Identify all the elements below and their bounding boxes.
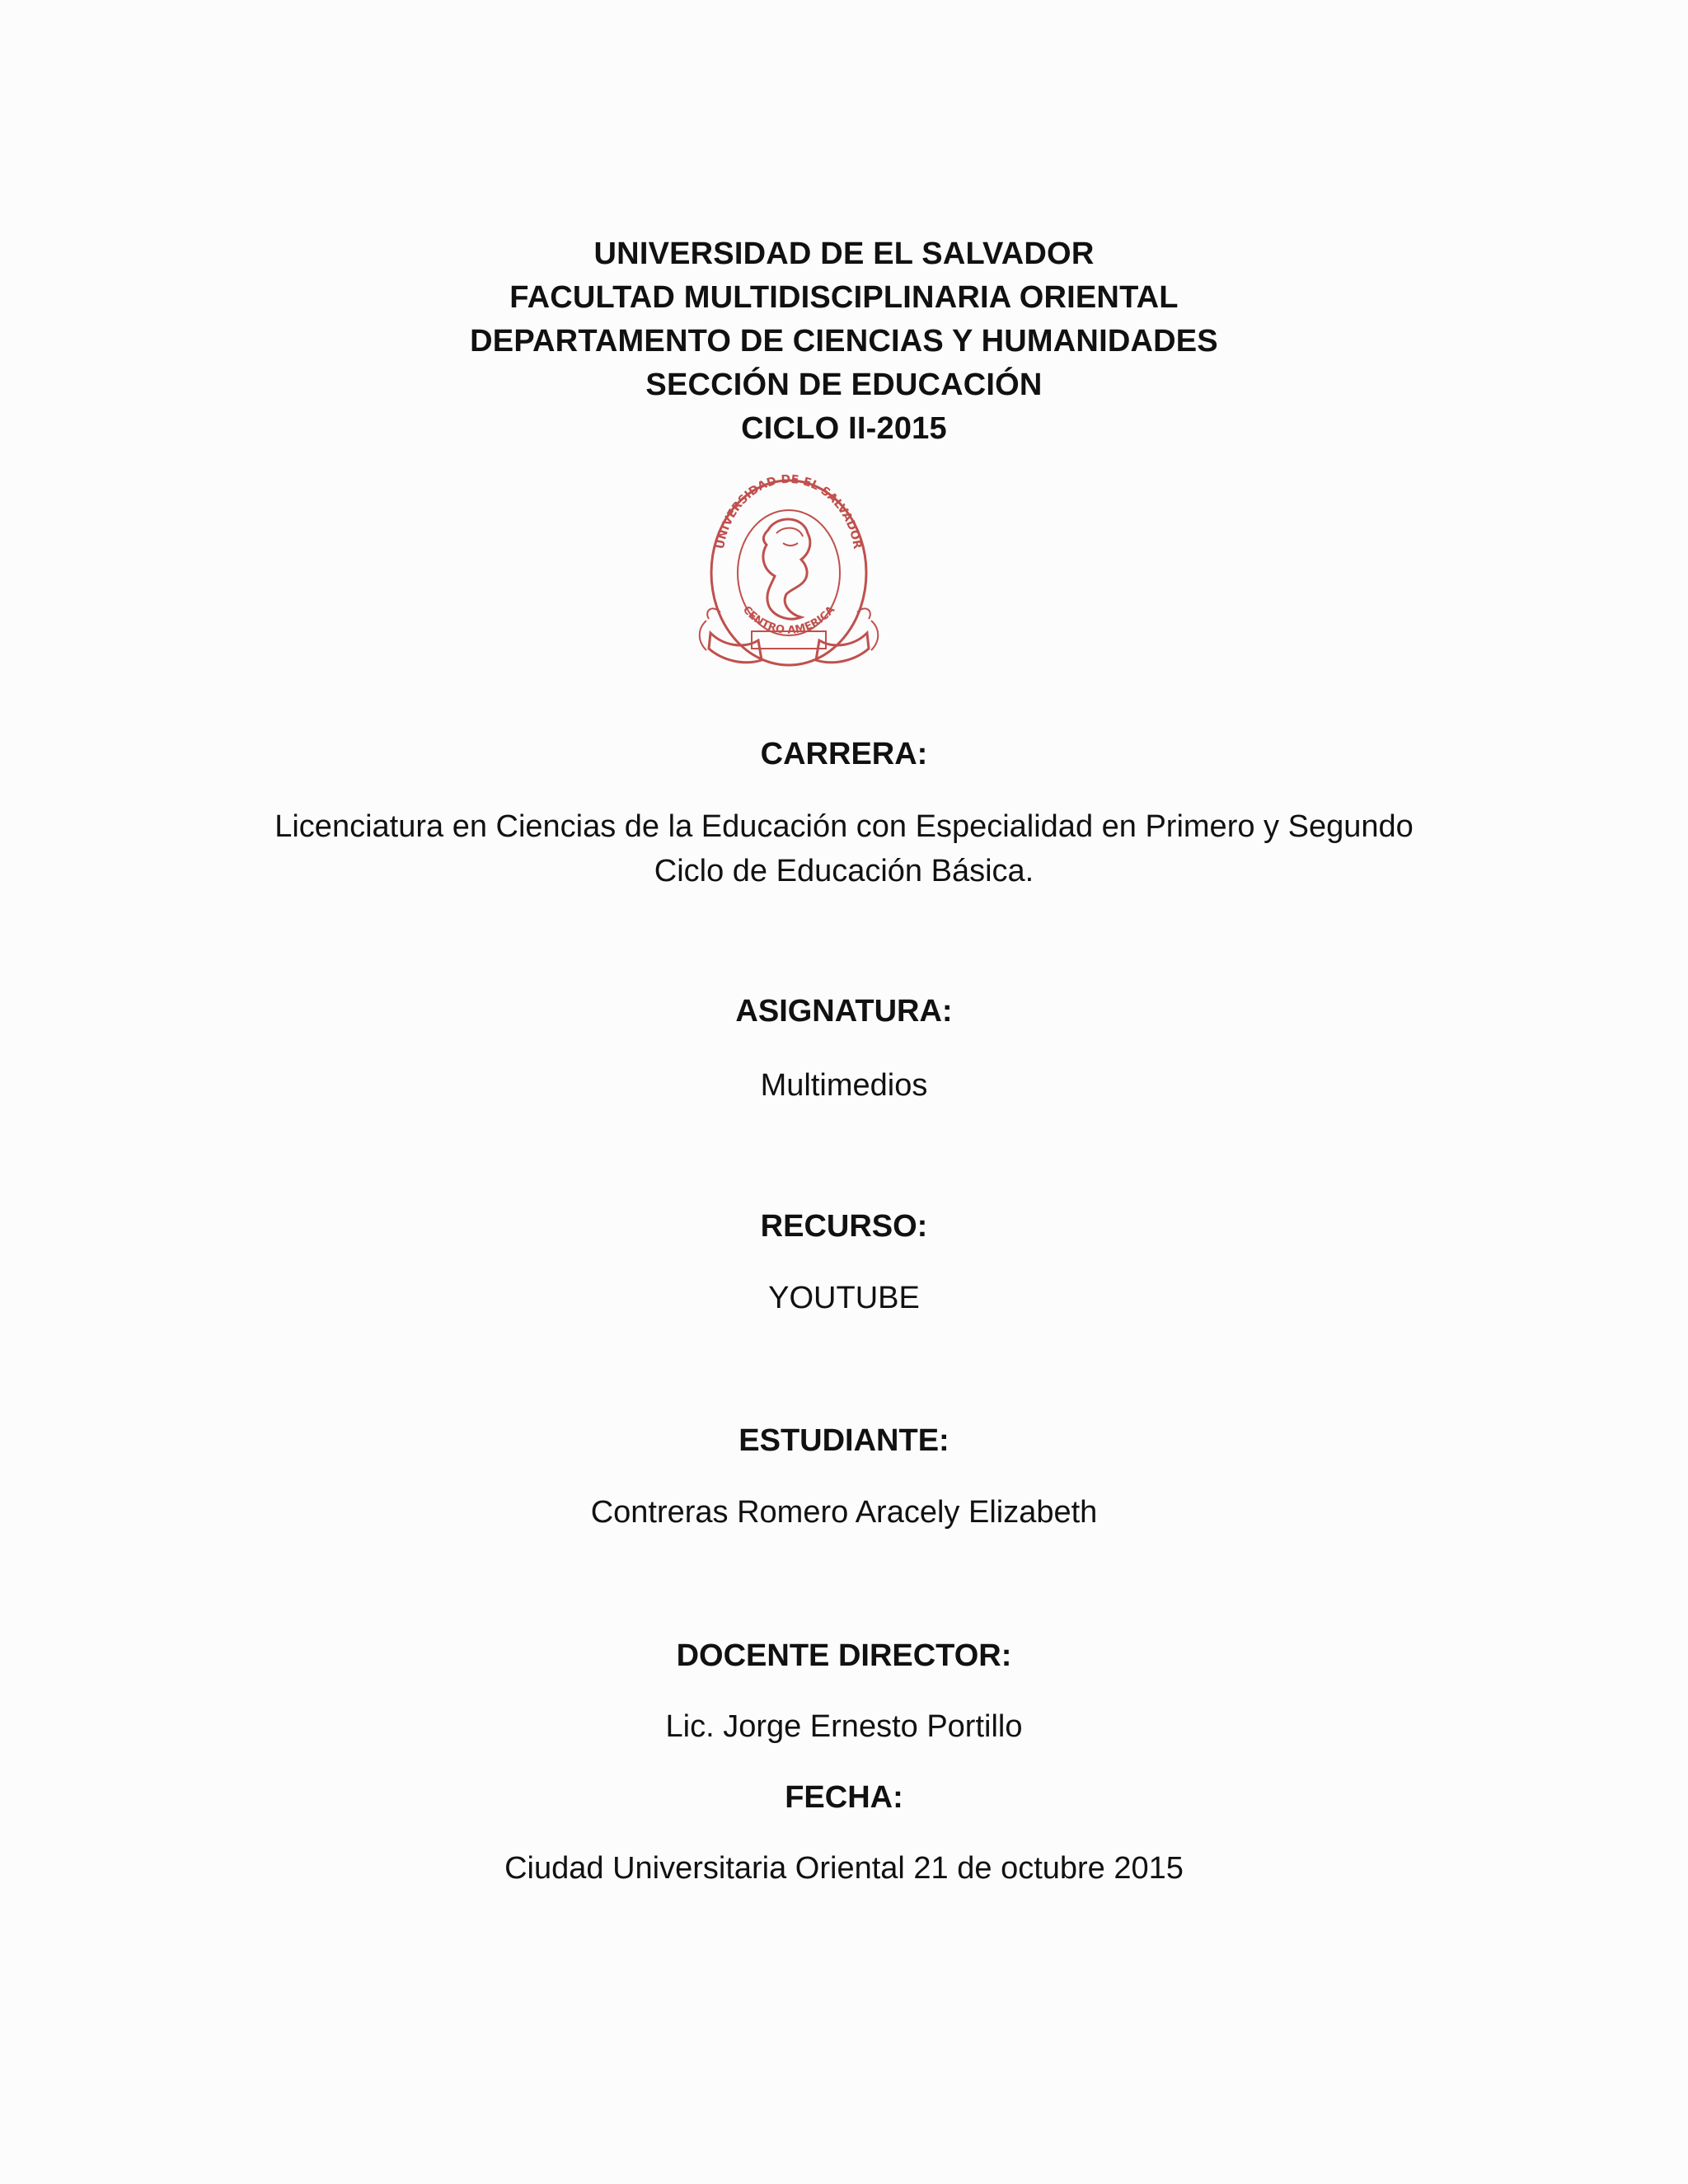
asignatura-label: ASIGNATURA: [735,994,953,1029]
university-name: UNIVERSIDAD DE EL SALVADOR [593,237,1095,271]
carrera-value-line: Ciclo de Educación Básica. [654,854,1034,888]
carrera-label: CARRERA: [760,737,928,771]
faculty-name: FACULTAD MULTIDISCIPLINARIA ORIENTAL [509,280,1179,315]
docente-director-value: Lic. Jorge Ernesto Portillo [665,1709,1023,1744]
estudiante-value: Contreras Romero Aracely Elizabeth [590,1495,1098,1530]
fecha-value: Ciudad Universitaria Oriental 21 de octubre 2015 [504,1851,1184,1886]
section-name: SECCIÓN DE EDUCACIÓN [645,368,1043,402]
fecha-label: FECHA: [785,1780,903,1815]
seal-bottom-text: CENTRO AMERICA [739,603,838,637]
carrera-value [0,804,1688,893]
estudiante-label: ESTUDIANTE: [738,1423,950,1458]
svg-text:UNIVERSIDAD DE EL SALVADOR [714,473,864,551]
recurso-label: RECURSO: [760,1209,928,1244]
department-name: DEPARTAMENTO DE CIENCIAS Y HUMANIDADES [470,324,1218,359]
asignatura-value: Multimedios [760,1068,928,1103]
docente-director-label: DOCENTE DIRECTOR: [676,1638,1012,1673]
cycle-name: CICLO II-2015 [741,411,947,446]
seal-top-text: UNIVERSIDAD DE EL SALVADOR [713,472,865,551]
carrera-value-line: Licenciatura en Ciencias de la Educación con Especialidad en Primero y Segundo [274,809,1414,844]
university-seal-icon [694,464,884,687]
institution-header [0,232,1688,451]
recurso-value: YOUTUBE [768,1281,920,1315]
